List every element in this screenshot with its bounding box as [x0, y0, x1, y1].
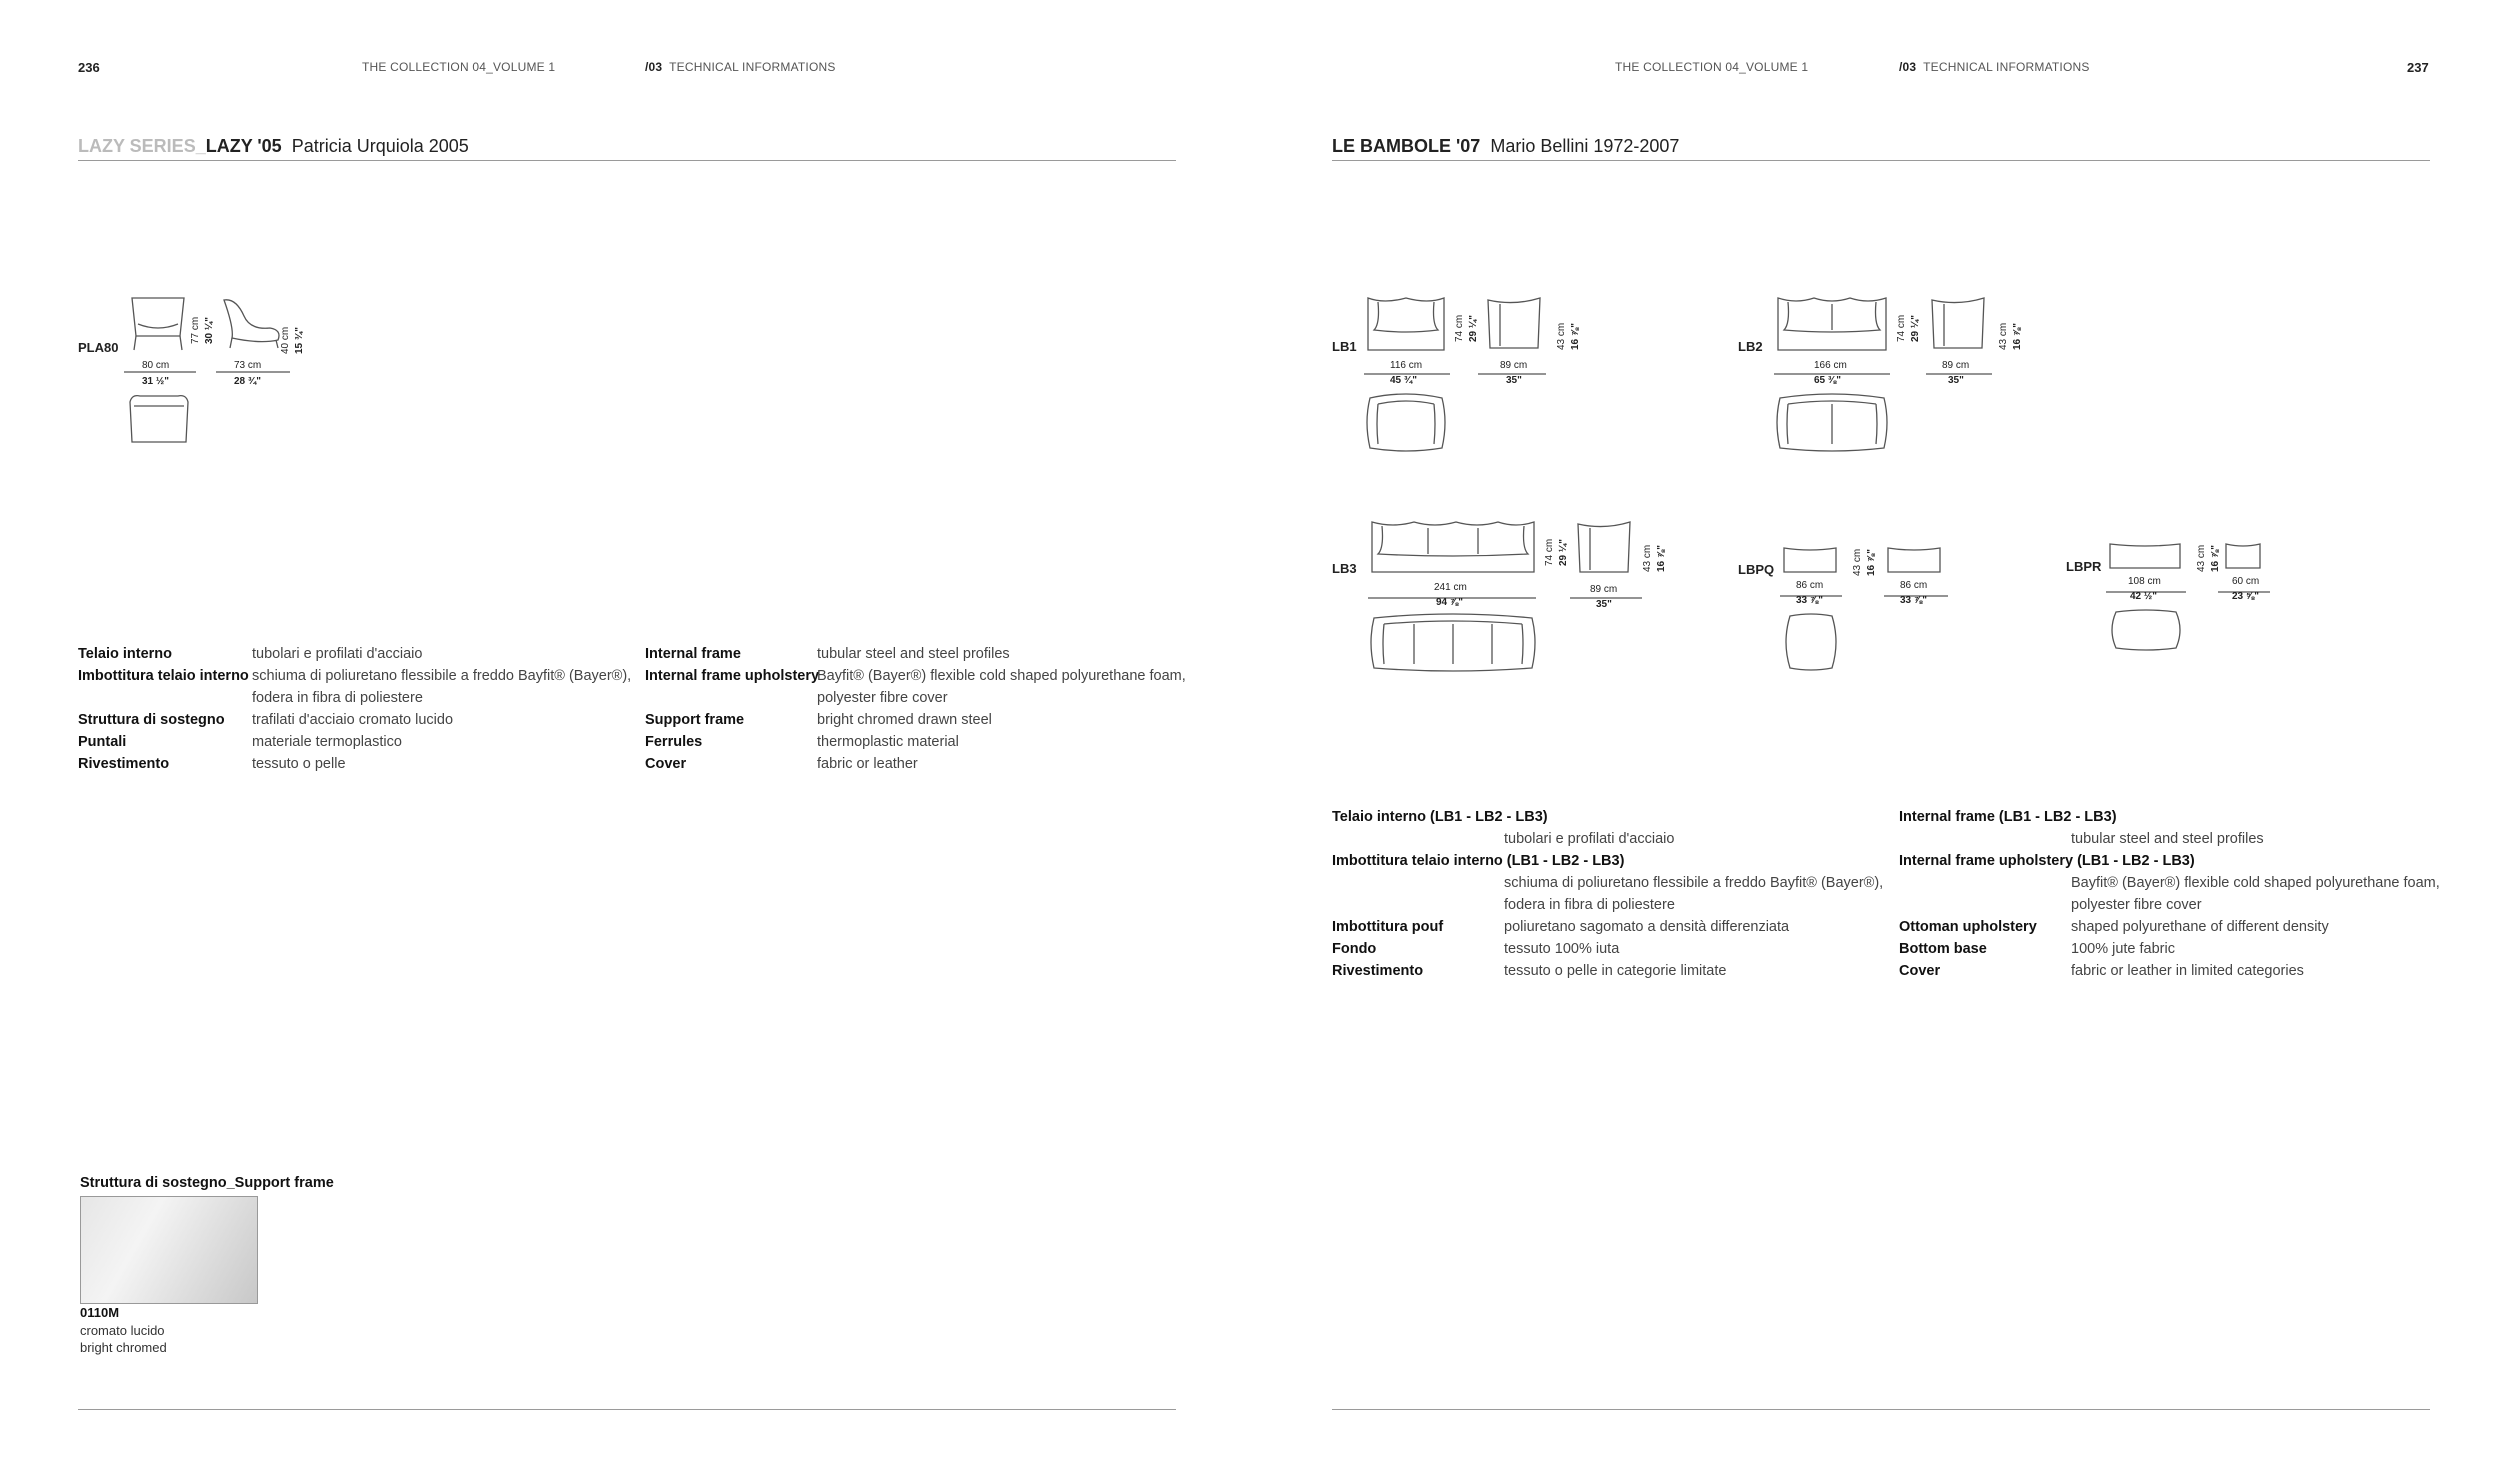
model-name: LAZY '05	[205, 136, 282, 156]
spec-value: schiuma di poliuretano flessibile a freddo Bayfit® (Bayer®),	[1504, 875, 1884, 891]
spec-label: Ottoman upholstery	[1899, 919, 2037, 935]
spec-value-cont: polyester fibre cover	[2071, 897, 2202, 913]
pla80-front-drawing	[126, 294, 196, 354]
finish-code: 0110M	[80, 1305, 120, 1320]
pla80-width: 80 cm	[142, 360, 170, 371]
specs-left	[78, 643, 1186, 783]
lb2-depth: 89 cm	[1942, 360, 1970, 371]
lb2-seat: 43 cm	[1998, 322, 2009, 350]
lb3-width: 241 cm	[1434, 582, 1467, 593]
designer-year: Patricia Urquiola 2005	[291, 136, 469, 156]
spec-label: Bottom base	[1899, 941, 1987, 957]
lb3-seat-in: 16 ⅞"	[1656, 545, 1667, 572]
page-number-right: 237	[2407, 60, 2429, 75]
finish-name-it: cromato lucido	[80, 1323, 165, 1338]
spec-label: Telaio interno	[78, 646, 172, 662]
model-name: LE BAMBOLE '07	[1332, 136, 1481, 156]
product-code-pla80: PLA80	[78, 340, 119, 355]
spec-value: 100% jute fabric	[2071, 941, 2175, 957]
spec-label: Ferrules	[645, 734, 703, 750]
spec-label: Rivestimento	[78, 756, 170, 772]
specs-right	[1332, 806, 2440, 996]
lb2-top-drawing	[1774, 390, 1890, 454]
finish-name-en: bright chromed	[80, 1340, 167, 1355]
spec-value: tubolari e profilati d'acciaio	[1504, 831, 1675, 847]
spec-value: tubular steel and steel profiles	[817, 646, 1010, 662]
spec-label: Imbottitura pouf	[1332, 919, 1444, 935]
lbpq-seat: 43 cm	[1852, 548, 1863, 576]
lbpr-width: 108 cm	[2128, 576, 2161, 587]
spec-label: Imbottitura telaio interno (LB1 - LB2 - LB3)	[1332, 853, 1625, 869]
lb3-seat: 43 cm	[1642, 544, 1653, 572]
collection-label-right: THE COLLECTION 04_VOLUME 1	[1615, 60, 1809, 74]
section-label-right	[1899, 60, 2090, 74]
section-label-left	[645, 60, 836, 74]
spec-value-cont: fodera in fibra di poliestere	[252, 690, 423, 706]
footer-rule-right	[1332, 1409, 2430, 1410]
spec-value: trafilati d'acciaio cromato lucido	[252, 712, 454, 728]
lbpr-depth-in: 23 ⅝"	[2232, 591, 2259, 602]
lb2-side-drawing	[1928, 294, 1990, 354]
spec-label: Telaio interno (LB1 - LB2 - LB3)	[1332, 809, 1548, 825]
spec-value: tubular steel and steel profiles	[2071, 831, 2264, 847]
lb3-dim-lines	[1364, 594, 1674, 602]
lb2-height-in: 29 ¼"	[1910, 315, 1921, 342]
lbpq-top-drawing	[1780, 612, 1842, 672]
pla80-height-in: 30 ¼"	[204, 317, 215, 344]
product-code-lb1: LB1	[1332, 339, 1357, 354]
pla80-seat: 40 cm	[280, 326, 291, 354]
spec-label: Rivestimento	[1332, 963, 1424, 979]
spec-value-cont: polyester fibre cover	[817, 690, 948, 706]
lb1-front-drawing	[1364, 294, 1448, 354]
lb1-seat: 43 cm	[1556, 322, 1567, 350]
footer-rule-left	[78, 1409, 1176, 1410]
spec-value: thermoplastic material	[817, 734, 959, 750]
spec-label: Internal frame upholstery (LB1 - LB2 - LB3)	[1899, 853, 2195, 869]
lb1-width: 116 cm	[1390, 360, 1423, 371]
section-number: /03	[645, 60, 663, 74]
finish-swatch[interactable]	[80, 1196, 258, 1304]
spec-value: tubolari e profilati d'acciaio	[252, 646, 423, 662]
series-name: LAZY SERIES_	[78, 136, 206, 156]
lb2-height: 74 cm	[1896, 314, 1907, 342]
spec-value: tessuto 100% iuta	[1504, 941, 1620, 957]
lbpr-depth: 60 cm	[2232, 576, 2260, 587]
lbpr-top-drawing	[2106, 608, 2186, 652]
lb3-depth: 89 cm	[1590, 584, 1618, 595]
spec-value: materiale termoplastico	[252, 734, 402, 750]
product-code-lbpq: LBPQ	[1738, 562, 1775, 577]
designer-year: Mario Bellini 1972-2007	[1490, 136, 1680, 156]
lb1-seat-in: 16 ⅞"	[1570, 323, 1581, 350]
lb2-depth-in: 35"	[1948, 375, 1964, 386]
spec-value: bright chromed drawn steel	[817, 712, 992, 728]
spec-value: poliuretano sagomato a densità differenziata	[1504, 919, 1790, 935]
spec-label: Puntali	[78, 734, 127, 750]
lb3-height: 74 cm	[1544, 538, 1555, 566]
product-code-lbpr: LBPR	[2066, 559, 2102, 574]
lb1-depth-in: 35"	[1506, 375, 1522, 386]
lb2-width-in: 65 ⅜"	[1814, 375, 1841, 386]
spec-value: tessuto o pelle	[252, 756, 346, 772]
spec-label: Cover	[645, 756, 687, 772]
lb2-seat-in: 16 ⅞"	[2012, 323, 2023, 350]
title-rule-right	[1332, 160, 2430, 161]
spec-label: Internal frame (LB1 - LB2 - LB3)	[1899, 809, 2117, 825]
lb2-dim-lines	[1770, 370, 2010, 378]
lbpr-front-drawing	[2106, 540, 2184, 572]
lbpr-seat-in: 16 ⅞"	[2210, 545, 2221, 572]
pla80-depth: 73 cm	[234, 360, 262, 371]
product-code-lb2: LB2	[1738, 339, 1763, 354]
spec-label: Fondo	[1332, 941, 1377, 957]
spec-label: Internal frame upholstery	[645, 668, 820, 684]
lbpq-depth: 86 cm	[1900, 580, 1928, 591]
pla80-seat-in: 15 ¾"	[294, 327, 305, 354]
lb3-height-in: 29 ¼"	[1558, 539, 1569, 566]
pla80-width-in: 31 ½"	[142, 376, 169, 387]
spec-label: Support frame	[645, 712, 745, 728]
spec-value: fabric or leather in limited categories	[2071, 963, 2304, 979]
page-title-left	[78, 136, 469, 157]
spec-value: Bayfit® (Bayer®) flexible cold shaped polyurethane foam,	[817, 668, 1186, 684]
lbpq-width: 86 cm	[1796, 580, 1824, 591]
lb3-side-drawing	[1574, 518, 1636, 576]
section-name: TECHNICAL INFORMATIONS	[1923, 60, 2090, 74]
lb1-width-in: 45 ¾"	[1390, 375, 1417, 386]
lb2-width: 166 cm	[1814, 360, 1847, 371]
lb1-height: 74 cm	[1454, 314, 1465, 342]
lbpr-side-drawing	[2222, 540, 2264, 572]
lb3-depth-in: 35"	[1596, 599, 1612, 610]
lbpq-front-drawing	[1780, 544, 1840, 576]
lbpq-width-in: 33 ⅞"	[1796, 595, 1823, 606]
lb1-depth: 89 cm	[1500, 360, 1528, 371]
pla80-depth-in: 28 ¾"	[234, 376, 261, 387]
spec-value-cont: fodera in fibra di poliestere	[1504, 897, 1675, 913]
lbpq-seat-in: 16 ⅞"	[1866, 549, 1877, 576]
spec-value: tessuto o pelle in categorie limitate	[1504, 963, 1727, 979]
pla80-top-drawing	[126, 392, 192, 448]
collection-label-left: THE COLLECTION 04_VOLUME 1	[362, 60, 556, 74]
section-number: /03	[1899, 60, 1917, 74]
finish-heading: Struttura di sostegno_Support frame	[80, 1175, 334, 1191]
page-title-right	[1332, 136, 1679, 157]
product-code-lb3: LB3	[1332, 561, 1357, 576]
lbpq-depth-in: 33 ⅞"	[1900, 595, 1927, 606]
pla80-height: 77 cm	[190, 316, 201, 344]
lb3-front-drawing	[1368, 518, 1538, 576]
section-name: TECHNICAL INFORMATIONS	[669, 60, 836, 74]
page-number-left: 236	[78, 60, 100, 75]
spec-label: Struttura di sostegno	[78, 712, 225, 728]
title-rule-left	[78, 160, 1176, 161]
lbpr-width-in: 42 ½"	[2130, 591, 2157, 602]
lbpr-seat: 43 cm	[2196, 544, 2207, 572]
lb3-width-in: 94 ⅞"	[1436, 597, 1463, 608]
lb1-top-drawing	[1364, 390, 1448, 454]
spec-value: fabric or leather	[817, 756, 918, 772]
lb1-side-drawing	[1484, 294, 1546, 354]
spec-value: schiuma di poliuretano flessibile a freddo Bayfit® (Bayer®),	[252, 668, 632, 684]
spec-value: shaped polyurethane of different density	[2071, 919, 2329, 935]
spec-label: Internal frame	[645, 646, 741, 662]
lb2-front-drawing	[1774, 294, 1890, 354]
lb3-top-drawing	[1368, 610, 1538, 674]
spec-label: Cover	[1899, 963, 1941, 979]
lb1-height-in: 29 ¼"	[1468, 315, 1479, 342]
spec-value: Bayfit® (Bayer®) flexible cold shaped polyurethane foam,	[2071, 875, 2440, 891]
lbpq-side-drawing	[1884, 544, 1944, 576]
spec-label: Imbottitura telaio interno	[78, 668, 249, 684]
